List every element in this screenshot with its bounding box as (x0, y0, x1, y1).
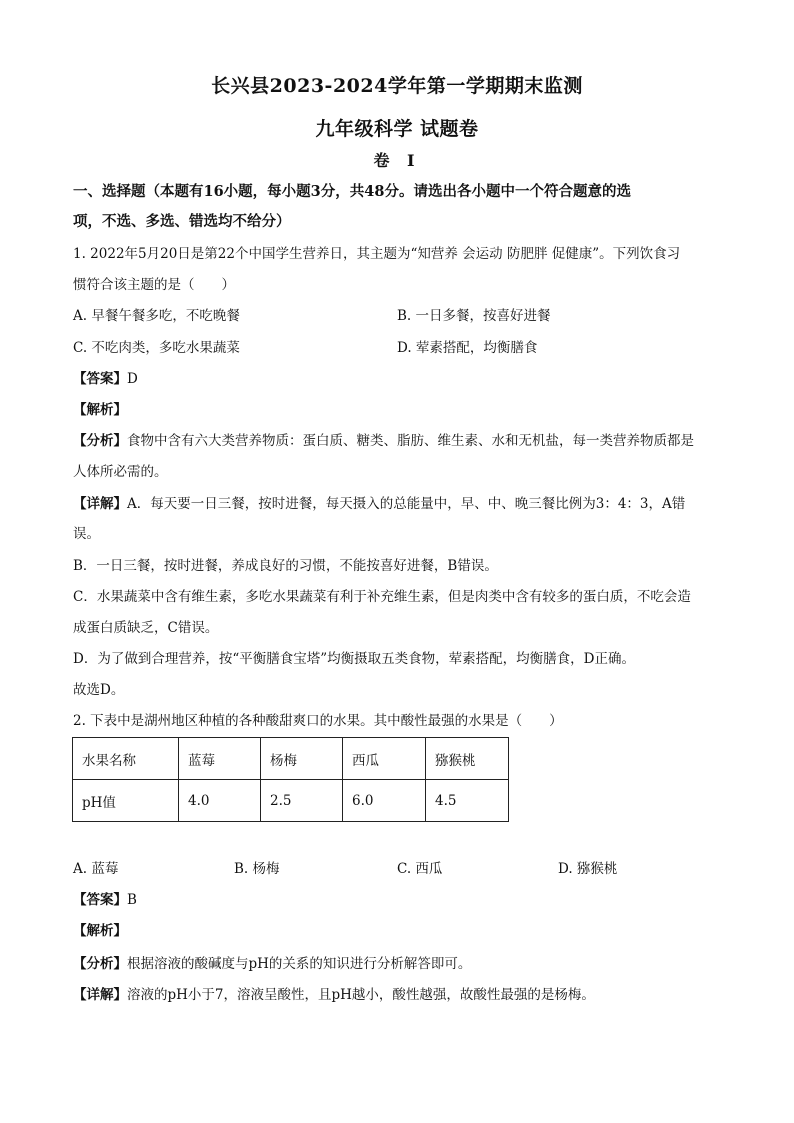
xiangjie-tag: 【详解】 (73, 987, 127, 1003)
q1-line-c: C．水果蔬菜中含有维生素，多吃水果蔬菜有利于补充维生素，但是肉类中含有较多的蛋白质，不吃会造 (73, 589, 691, 605)
q2-option-d: D. 猕猴桃 (558, 861, 618, 877)
q2-option-c: C. 西瓜 (397, 861, 443, 877)
volume-label: 卷 Ⅰ (373, 151, 421, 170)
page-subtitle: 九年级科学 试题卷 (315, 118, 479, 140)
q1-analysis-tag: 【解析】 (73, 402, 127, 418)
q1-xiangjie-cont: 误。 (73, 526, 100, 542)
q1-option-d: D. 荤素搭配，均衡膳食 (397, 340, 538, 356)
table-cell: 蓝莓 (179, 738, 261, 780)
table-row (73, 738, 509, 780)
xiangjie-text: A．每天要一日三餐，按时进餐，每天摄入的总能量中，早、中、晚三餐比例为3：4：3，A错 (127, 496, 686, 512)
xiangjie-tag: 【详解】 (73, 496, 127, 512)
page-title: 长兴县2023-2024学年第一学期期末监测 (211, 75, 583, 97)
section-heading: 一、选择题（本题有16小题，每小题3分，共48分。请选出各小题中一个符合题意的选 (73, 183, 631, 200)
q1-option-a: A. 早餐午餐多吃，不吃晚餐 (73, 308, 240, 324)
q2-option-b: B. 杨梅 (234, 861, 280, 877)
q1-line-c-cont: 成蛋白质缺乏，C错误。 (73, 620, 219, 636)
fenxi-tag: 【分析】 (73, 956, 127, 972)
q2-xiangjie (73, 985, 595, 1005)
answer-value: D (127, 371, 138, 387)
table-cell: 西瓜 (343, 738, 426, 780)
fenxi-tag: 【分析】 (73, 433, 127, 449)
table-cell: pH值 (73, 780, 179, 822)
q1-fenxi-cont: 人体所必需的。 (73, 464, 168, 480)
section-heading-cont: 项，不选、多选、错选均不给分） (73, 213, 291, 230)
xiangjie-text: 溶液的pH小于7，溶液呈酸性，且pH越小，酸性越强，故酸性最强的是杨梅。 (127, 987, 595, 1003)
q1-xiangjie (73, 494, 685, 514)
fruit-ph-table (72, 737, 509, 822)
q2-fenxi (73, 954, 471, 974)
fenxi-text: 食物中含有六大类营养物质：蛋白质、糖类、脂肪、维生素、水和无机盐，每一类营养物质都是 (127, 433, 694, 449)
q1-stem: 1. 2022年5月20日是第22个中国学生营养日，其主题为“知营养 会运动 防肥胖 促健康”。下列饮食习 (73, 246, 681, 262)
answer-value: B (127, 892, 137, 908)
q1-stem-cont: 惯符合该主题的是（ ） (73, 277, 235, 293)
table-cell: 6.0 (343, 780, 426, 822)
q1-conclusion: 故选D。 (73, 682, 125, 698)
q1-fenxi (73, 431, 694, 451)
fenxi-text: 根据溶液的酸碱度与pH的关系的知识进行分析解答即可。 (127, 956, 472, 972)
table-cell: 4.0 (179, 780, 261, 822)
q1-answer (73, 369, 138, 389)
q1-option-c: C. 不吃肉类，多吃水果蔬菜 (73, 340, 240, 356)
answer-tag: 【答案】 (73, 892, 127, 908)
q2-option-a: A. 蓝莓 (73, 861, 119, 877)
table-row (73, 780, 509, 822)
answer-tag: 【答案】 (73, 371, 127, 387)
q1-option-b: B. 一日多餐，按喜好进餐 (397, 308, 551, 324)
q2-stem: 2. 下表中是湖州地区种植的各种酸甜爽口的水果。其中酸性最强的水果是（ ） (73, 713, 563, 729)
q1-line-b: B．一日三餐，按时进餐，养成良好的习惯，不能按喜好进餐，B错误。 (73, 558, 498, 574)
q2-answer (73, 890, 137, 910)
table-cell: 2.5 (261, 780, 343, 822)
table-cell: 4.5 (426, 780, 509, 822)
q2-analysis-tag: 【解析】 (73, 923, 127, 939)
table-cell: 水果名称 (73, 738, 179, 780)
table-cell: 猕猴桃 (426, 738, 509, 780)
q1-line-d: D．为了做到合理营养，按“平衡膳食宝塔”均衡摄取五类食物，荤素搭配，均衡膳食，D正确。 (73, 651, 635, 667)
table-cell: 杨梅 (261, 738, 343, 780)
